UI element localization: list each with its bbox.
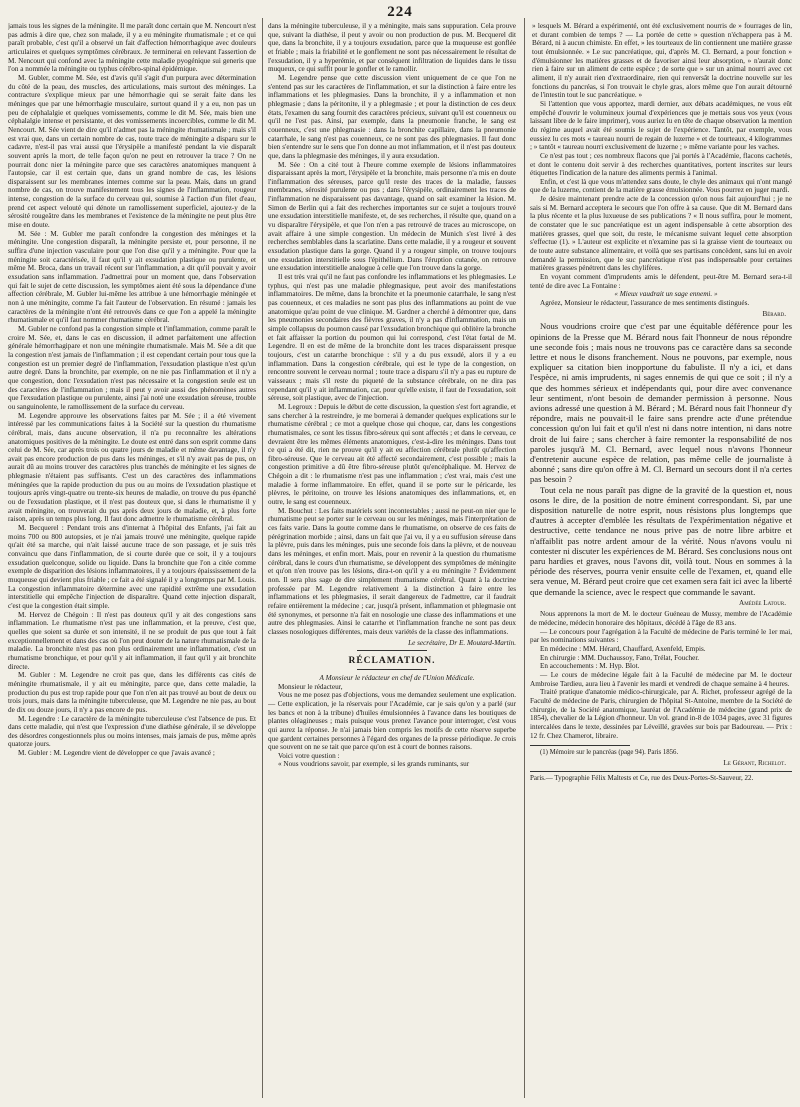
paragraph: M. Sée : On a cité tout à l'heure comme exemple de lésions inflammatoires disparaissant après la mort, l'érysipèle et la bronchite, mais personne n'a mis en doute l'inflammation des séreuses, parce qu'il reste des traces de la maladie, fausses membranes, sérosité purulente ou pus ; dans l'érysipèle, ordinairement les traces de l'inflammation ne disparaissent pas davantage, quand on sait examiner la lésion. M. Simon de Berlin qui a fait des recherches importantes sur ce sujet a toujours trouvé une exsudation interstitielle manifeste, et, de ses recherches, il résulte que, quand on a vu disparaître l'érysipèle, et que l'on n'en a pas retrouvé de traces au microscope, on avait affaire à une simple congestion. Un médecin de Munich s'est livré à des recherches semblables dans la scarlatine. Dans cette maladie, il y a rougeur et souvent exsudation plastique dans la gorge. Quand il y a rougeur simple, on trouve toujours une exsudation interstitielle sous l'épithélium. Dans l'éruption cutanée, on retrouve une exsudation interstitielle analogue à celle que l'on trouve dans la gorge. <box>268 160 516 273</box>
paragraph: jamais tous les signes de la méningite. Il me paraît donc certain que M. Nencourt n'est pas admis à dire que, chez son malade, il y a eu méningite rhumatismale ; et ce qui paraît probable, c'est qu'il a observé un fait d'affection hémorrhagique avec douleurs articulaires et quelques symptômes cérébraux. Je terminerai en relevant l'assertion de M. Nencourt qui confond avec la méningite cette maladie pyogénique sui generis que l'on a nommée la méningite ou typhus cérébro-spinal épidémique. <box>8 22 256 74</box>
paragraph: M. Legendre approuve les observations faites par M. Sée ; il a été vivement intéressé par les communications faites à la Société sur la question du rhumatisme cérébral, mais, dans aucune observation, il n'a pu reconnaître les altérations anatomiques positives de la méningite. Le doute est entré dans son esprit comme dans celui de M. Sée, car après trois ou quatre jours de maladie et même davantage, il n'y avait pas encore production de pus dans les méninges, et s'il n'y avait pas de pus, on aurait dû au moins trouver des caractères plus tranchés de méningite et les signes de phlegmasie n'étaient pas suffisants. C'est un des caractères des inflammations méningées que la rapide production du pus ou au moins de l'exsudation plastique et toujours après vingt-quatre ou trente-six heures de maladie, on trouve du pus épanché ou de l'exsudation plastique, et il n'est pas douteux que, si dans le rhumatisme il y avait méningite, on trouverait du pus après deux jours de maladie, et, à plus forte raison, après un temps plus long. Il faut donc admettre le rhumatisme cérébral. <box>8 411 256 524</box>
news-item: En médecine : MM. Hérard, Chauffard, Axenfeld, Empis. <box>540 645 706 654</box>
letter-address: A Monsieur le rédacteur en chef de l'Union Médicale. <box>319 673 475 682</box>
paragraph: Tout cela ne nous paraît pas digne de la gravité de la question et, nous osons le dire, de la position de notre éminent correspondant. Si, par une disposition naturelle de notre esprit, nous résistons plus longtemps que d'autres à accepter d'emblée les résultats de l'expérimentation négative et destructive, cette tendance ne nous prive pas de notre libre arbitre et n'affaiblit pas notre ardent amour de la vérité. Nous n'avons voulu ni contester ni discuter les expériences de M. Bérard. Ses conclusions nous ont paru hardies et graves, nous l'avons dit, voilà tout. Nous en sommes à la période des réserves, pourra venir ensuite celle de l'examen, et, quand elle sera venue, M. Bérard peut croire que cet examen sera fait ici avec la liberté que demande la science, avec le respect que commande le savant. <box>530 484 792 597</box>
section-divider <box>357 650 427 651</box>
paragraph: Je désire maintenant prendre acte de la concession qu'on nous fait aujourd'hui ; je ne sais si M. Bernard acceptera le secours que l'on offre à sa cause. Que dit M. Bernard dans la plus récente et la plus luxueuse de ses publications ? « Il nous suffira, pour le moment, de constater que le suc pancréatique est un agent indispensable à cette absorption des matières grasses, quel que soit, du reste, le mécanisme suivant lequel cette absorption s'effectue (1). » L'auteur est explicite et n'examine pas si la graisse vient de tourteaux ou de toute autre substance alimentaire, et voilà que ses partisans concèdent, sans lui en avoir demandé la permission, que le suc pancréatique n'est pas indispensable pour certaines matières grasses pénétrent dans les chylifères. <box>530 195 792 273</box>
paragraph: M. Becquerel : Pendant trois ans d'internat à l'hôpital des Enfants, j'ai fait au moins 700 ou 800 autopsies, et je n'ai jamais trouvé une méningite, quelque rapide qu'ait été sa marche, qui n'ait laissé aucune trace de son passage, et je suis très convaincu que dans l'inflammation, de si courte durée que ce soit, il y a toujours exsudation quelconque, solide ou liquide. Dans la bronchite que l'on a citée comme exemple de disparition des lésions inflammatoires, il y a toujours épaississement de la muqueuse qui devient plus friable ; ce fait a été signalé il y a longtemps par M. Louis. La congestion inflammatoire détermine avec une rapidité extrême une exsudation interstitielle qui empêche l'injection de disparaître. Quand cette injection disparaît, c'est que la congestion était simple. <box>8 524 256 610</box>
reclamation-title: RÉCLAMATION. <box>348 656 436 667</box>
berard-signature: Bérard. <box>762 309 786 318</box>
secretary-signature: Le secrétaire, Dr E. Moutard-Martin. <box>408 638 516 647</box>
footer-divider <box>530 771 792 772</box>
paragraph: M. Hervez de Chégoin : Il n'est pas douteux qu'il y ait des congestions sans inflammation. Le rhumatisme n'est pas une inflammation, et la preuve, c'est que, quelles que soient sa durée et son intensité, il ne se produit de pus que tout à fait exceptionnellement et dans des cas où l'on peut douter de la nature rhumatismale de la maladie. La bronchite n'est pas non plus ordinairement une inflammation, c'est un rhumatisme bronchique, et pour qu'il y ait inflammation, il faut qu'il y ait bronchite directe. <box>8 610 256 671</box>
paragraph: » lesquels M. Bérard a expérimenté, ont été exclusivement nourris de » fourrages de lin, et durant combien de temps ? — La portée de cette » question n'échappera pas à M. Bérard, ni à aucun chimiste. En effet, » les tourteaux de lin contiennent une matière grasse tout émulsionnée. » Le suc pancréatique, qui, d'après M. Cl. Bernard, a pour fonction » d'émulsionner les matières grasses et de favoriser ainsi leur absorption, » n'aurait donc rien à faire sur un aliment de cette espèce ; de sorte que » sur un animal nourri avec cet aliment, il n'y aurait rien d'extraordinaire, rien qui renversât la doctrine nouvelle sur les fonctions du pancréas, si l'on trouvait le chyle gras, alors même que l'on aurait détourné de l'intestin tout le suc pancréatique. » <box>532 22 792 100</box>
paragraph: M. Gubler, comme M. Sée, est d'avis qu'il s'agit d'un purpura avec détermination du côté de la peau, des muscles, des articulations, mais surtout des méninges. La contracture s'explique mieux par une hémorrhagie qui se serait faite dans les méninges que par une hémorrhagie musculaire, surtout quand il y a eu, non pas un peu de céphalalgie et quelques vomissements, comme le dit M. Sée, mais bien une céphalalgie intense et persistante, et des vomissements incoercibles, comme le dit M. Nencourt. M. Sée vient de dire qu'il n'admet pas la méningite rhumatismale ; mais s'il est vrai que, dans un certain nombre de cas, toute trace de méningite a disparu sur le cadavre, n'est-il pas vrai aussi que l'érysipèle a manifesté pendant la vie disparaît souvent après la mort, de telle façon qu'on ne peut en retrouver la trace ? On ne pourrait donc nier la méningite parce que ses caractères anatomiques manquent à l'autopsie, car il est certain que, dans un grand nombre de cas, les lésions disparaissent sur les membranes internes comme sur la peau. Mais, dans un grand nombre de cas, on trouve manifestement tous les signes de l'inflammation, rougeur intense, congestion de la surface du cerveau qui, soumise à l'action d'un filet d'eau, prend cet aspect velouté qui dénote un ramollissement superficiel, ajoutez-y de la sérosité rougeâtre dans les membranes et l'existence de la méningite ne peut plus être mise en doute. <box>8 73 256 230</box>
paragraph: M. Legendre pense que cette discussion vient uniquement de ce que l'on ne s'entend pas sur les caractères de l'inflammation, et sur la distinction à faire entre les inflammations et les phlegmasies. Dans la bronchite, il y a inflammation et non phlegmasie ; dans la péritonite, il y a phlegmasie ; et pour la distinction de ces deux états, l'examen du sang fournit des caractères précieux, suivant qu'il est couenneux ou qu'il ne l'est pas. Ainsi, par exemple, dans la pneumonie franche, le sang est couenneux, c'est une phlegmasie : dans la bronchite capillaire, dans la pneumonie catarrhale, le sang n'est pas couenneux, ce ne sont pas des phlegmasies. Il faut donc bien s'entendre sur le sens que l'on donne au mot inflammation, et il n'est pas douteux que, dans la phlegmasie des méninges, il y aura exsudation. <box>268 73 516 160</box>
news-item: En chirurgie : MM. Duchaussoy, Fano, Trélat, Foucher. <box>540 653 700 662</box>
news-item: — Le cours de médecine légale fait à la Faculté de médecine par M. le docteur Ambroise Tardieu, aura lieu à l'avenir les mardi et vendredi de chaque semaine à 4 heures. <box>530 671 792 688</box>
gerant-signature: Le Gérant, Richelot. <box>723 759 786 768</box>
paragraph: Agréez, Monsieur le rédacteur, l'assurance de mes sentiments distingués. <box>540 299 750 307</box>
printer-imprint: Paris.— Typographie Félix Maltests et Ce, rue des Deux-Portes-St-Sauveur, 22. <box>530 773 754 782</box>
paragraph: Voici votre question : <box>278 751 340 760</box>
paragraph: dans la méningite tuberculeuse, il y a méningite, mais sans suppuration. Cela prouve que, suivant la diathèse, il peut y avoir ou non production de pus. M. Becquerel dit que, dans la bronchite, il y a toujours exsudation, parce que la muqueuse est gonflée et friable ; mais la friabilité et le gonflement ne sont pas nécessairement le résultat de l'exsudation, il y a hyperémie, et par conséquent infiltration de liquides dans le tissu muqueux, ce qui suffit pour le gonfler et le ramollir. <box>268 22 516 74</box>
column-divider <box>524 18 525 1098</box>
editor-response <box>530 321 792 596</box>
paragraph: Il est très vrai qu'il ne faut pas confondre les inflammations et les phlegmasies. Le typhus, qui n'est pas une maladie phlegmasique, peut avoir des manifestations inflammatoires. De même, dans la bronchite et la pneumonie catarrhale, le sang n'est pas couenneux, et ces maladies ne sont pas plus des inflammations au point de vue anatomique qu'au point de vue clinique. M. Gardner a cherché à démontrer que, dans les pneumonies secondaires des fièvres graves, il n'y a pas d'inflammation, mais un simple collapsus du poumon causé par l'exsudation bronchique qui oblitère la bronche et fait affaisser la portion du poumon qui lui correspond, c'est l'état fœtal de M. Legendre. Il en est de même de la bronchite dont les traces disparaissent presque toujours, c'est un catarrhe bronchique : s'il y a du pus exsudé, alors il y a eu inflammation. Dans la congestion cérébrale, qui est le type de la congestion, on rencontre souvent le cerveau normal ; toute trace a disparu s'il n'y a pas eu rupture de vaisseaux ; mais s'il reste du piqueté de la substance cérébrale, on ne dira pas cependant qu'il y ait inflammation, car, pour qu'elle existe, il faut de l'exsudation, soit séreuse, soit plastique, avec de l'injection. <box>268 273 516 403</box>
paragraph: M. Gubler : M. Legendre ne croit pas que, dans les différents cas cités de méningite rhumatismale, il y ait eu méningite, parce que, dans cette maladie, la production du pus est trop rapide pour que l'on n'en ait pas trouvé au bout de deux ou trois jours, mais dans la méningite tuberculeuse, que M. Legendre ne nie pas, au bout de dix ou douze jours, il n'y a pas encore de pus. <box>8 671 256 714</box>
paragraph: M. Bouchut : Les faits matériels sont incontestables ; aussi ne peut-on nier que le rhumatisme peut se porter sur le cerveau ou sur les méninges, mais l'interprétation de ces faits varie. Dans la goutte comme dans le rhumatisme, on observe de ces faits de pérégrination morbide ; ainsi, dans un fait que j'ai vu, il y a eu suffusion séreuse dans la plèvre, puis dans les méninges, puis une seconde fois dans la plèvre, et de nouveau dans les méninges, et enfin mort. Mais, pour en revenir à la question du rhumatisme cérébral, dans le cours d'un rhumatisme, se développent des symptômes de méningite et qu'on n'en trouve pas les lésions, dira-t-on qu'il y a eu méningite ? Évidemment non. Il sera plus sage de dire simplement rhumatisme cérébral. Quant à la doctrine professée par M. Legendre relativement à la distinction à faire entre les inflammations et les phlegmasies, il serait dangereux de l'admettre, car il faudrait refaire entièrement la médecine ; car, jusqu'à présent, inflammation et phlegmasie ont été synonymes, et personne n'a fait en nosologie une classe des inflammations et une autre des phlegmasies. Ainsi le catarrhe et l'inflammation franche ne sont pas deux classes nosologiques différentes, mais deux variétés de la classe des inflammations. <box>268 506 516 636</box>
news-item: En accouchements : M. Hyp. Blot. <box>540 662 640 671</box>
page-number: 224 <box>387 4 413 20</box>
paragraph: Vous ne me posez pas d'objections, vous me demandez seulement une explication. — Cette explication, je la réservais pour l'Académie, car je sais qu'on y a parlé (sur les bancs et non à la tribune) d'huiles émulsionnées à l'avance dans les boutiques de plantes oléagineuses ; mais puisque vous prenez l'avance pour interroger, c'est vous qui aurez la réponse. Je n'ai jamais bien compris les motifs de cette réserve superbe que gardent certaines personnes à l'égard des organes de la presse périodique. Je crois que souvent on ne se tait que parce qu'on est à court de bonnes raisons. <box>268 691 516 752</box>
paragraph: M. Legendre : Le caractère de la méningite tuberculeuse c'est l'absence de pus. Et dans cette maladie, qui n'est que l'expression d'une diathèse générale, il se développe des désordres congestionnels plus ou moins intenses, mais jamais de pus, même après quatorze jours. <box>8 714 256 749</box>
footnote: (1) Mémoire sur le pancréas (page 94). Paris 1856. <box>540 749 679 757</box>
letter-salutation: Monsieur le rédacteur, <box>278 682 343 691</box>
column-divider <box>262 18 263 1098</box>
paragraph: Nous voudrions croire que c'est par une équitable déférence pour les opinions de la Presse que M. Bérard nous fait l'honneur de nous répondre une seconde fois ; mais nous ne trouvons pas ce caractère dans sa seconde lettre et nous le disons franchement. Nous ne pouvons, par exemple, nous expliquer sa citation bien inopportune du fabuliste. Il n'y a ici, et dans l'espèce, ni amis imprudents, ni sages ennemis de qui que ce soit ; il n'y a que des hommes sérieux et indépendants qui, pour dire avec convenance leur sentiment, n'ont besoin de demander permission à personne. Nous avions adressé une question à M. Bérard ; M. Bérard nous fait l'honneur d'y répondre, mais ne pouvait-il le faire sans prendre acte d'une prétendue concession qu'on lui fait et qu'il n'est ni dans notre intention, ni dans notre droit de lui faire ; sans chercher à faire remonter la responsabilité de nos paroles jusqu'à M. Cl. Bernard, avec lequel nous n'avons l'honneur d'entretenir aucune espèce de relation, pas même celle de journaliste à abonné ; sans dire qu'on offre à M. Cl. Bernard un secours dont il n'a certes pas besoin ? <box>530 321 792 485</box>
column-right <box>530 22 792 1102</box>
column-middle <box>268 22 516 1102</box>
paragraph: M. Gubler : M. Legendre vient de développer ce que j'avais avancé ; <box>18 749 215 758</box>
book-notice: Traité pratique d'anatomie médico-chirurgicale, par A. Richet, professeur agrégé de la Faculté de médecine de Paris, chirurgien de l'hôpital St-Antoine, membre de la Société de chirurgie, de la Société anatomique, lauréat de l'Académie de médecine (grand prix de 1854), chevalier de la Légion d'honneur. Un vol. grand in-8 de 1034 pages, avec 31 figures intercalées dans le texte, dessinées par Léveillé, gravées sur bois par Badoureau. — Prix : 12 fr. Chez Chamerot, libraire. <box>530 688 792 740</box>
column-left <box>8 22 256 1102</box>
paragraph: M. Sée : M. Gubler me paraît confondre la congestion des méninges et la méningite. Une congestion disparaît, la méningite persiste et, pour personne, il ne suffira d'une injection vasculaire pour que l'on dise qu'il y a méningite. Pour que la méningite soit caractérisée, il faut qu'il y ait exsudation plastique ou purulente, et même M. Broca, dans un travail récent sur l'inflammation, a dit qu'il pouvait y avoir exsudation sans inflammation. J'admettrai pour un moment que, dans l'observation qui fait le sujet de cette discussion, les symptômes aient été sous la dépendance d'une affection cérébrale, M. Gubler lui-même les attribue à une hémorrhagie méningée et non à une méningite, comme l'a fait l'auteur de l'observation. En résumé : jamais les caractères de la méningite n'ont été retrouvés dans ce que l'on a appelé la méningite rhumatismale et qu'il faut nommer rhumatisme cérébral. <box>8 229 256 325</box>
latour-signature: Amédée Latour. <box>739 598 786 607</box>
paragraph: Ce n'est pas tout ; ces nombreux flacons que j'ai portés à l'Académie, flacons cachetés, et dont le contenu doit servir à des recherches quantitatives, portent inscrites sur leurs étiquettes l'indication de la nature des aliments permis à l'animal. <box>530 151 792 178</box>
section-divider <box>357 669 427 670</box>
paragraph: En voyant comment d'imprudents amis le défendent, peut-être M. Bernard sera-t-il tenté de dire avec La Fontaine : <box>530 273 792 290</box>
paragraph: Si l'attention que vous apportez, mardi dernier, aux débats académiques, ne vous eût empêché d'ouvrir le volumineux journal d'expériences que je mettais sous vos yeux (vous laissant libre de le faire imprimer), vous auriez lu en tête de chaque observation la mention du régime auquel avait été soumis le sujet de l'expérience. Tantôt, par exemple, vous eussiez lu ces mots « taureau nourri de regain de luzerne » et de tourteaux, 4 kilogrammes ; » tantôt « taureau nourri exclusivement de luzerne ; » même variante pour les vaches. <box>530 99 792 152</box>
paragraph: M. Legroux : Depuis le début de cette discussion, la question s'est fort agrandie, et sans chercher à la restreindre, je me bornerai à demander quelques explications sur le rhumatisme cérébral ; ce mot a quelque chose qui choque, car, dans les congestions rhumatismales, ce sont les tissus fibro-séreux qui sont affectés ; et dans le cerveau, ce devraient être les mêmes éléments anatomiques, c'est-à-dire les méninges. Dans tout ce qui a été dit, rien ne prouve qu'il y ait eu affection cérébrale plutôt qu'affection fibro-séreuse. Que le cerveau ait été affecté secondairement, c'est possible ; mais la congestion primitive a dû être fibro-séreuse plutôt qu'encéphalique. M. Hervez de Chégoin a dit : le rhumatisme n'est pas une inflammation ; c'est vrai, mais c'est une maladie à forme inflammatoire. En effet, quand il se porte sur le péricarde, les plèvres, le péritoine, on trouve les lésions anatomiques des inflammations, et, en outre, le sang est couenneux. <box>268 402 516 507</box>
paragraph: « Nous voudrions savoir, par exemple, si les grands ruminants, sur <box>278 760 470 769</box>
news-item: — Le concours pour l'agrégation à la Faculté de médecine de Paris terminé le 1er mai, par les nominations suivantes : <box>530 627 792 645</box>
paragraph: M. Gubler ne confond pas la congestion simple et l'inflammation, comme paraît le croire M. Sée, et, dans le cas en discussion, il admet parfaitement une affection générale hémorrhagipare et non une méningite rhumatismale. Mais M. Sée a dit que la congestion n'est jamais de l'inflammation ; il est cependant certain pour tous que la congestion est un premier degré de l'inflammation, l'exsudation plastique n'est qu'un autre degré. Dans la bronchite, par exemple, on ne nie pas l'inflammation et il n'y a que congestion, donc l'exsudation n'est pas nécessaire et la congestion seule est un des caractères de l'inflammation ; mais il peut y avoir aussi des phénomènes autres que l'exsudation plastique ou purulente, ainsi j'ai noté une exsudation séreuse, trouble ou sanguinolente, le ramollissement de la surface du cerveau. <box>8 324 256 411</box>
footnote-divider <box>530 745 630 746</box>
news-item: Nous apprenons la mort de M. le docteur Guéneau de Mussy, membre de l'Académie de médecine, médecin honoraire des hôpitaux, décédé à l'âge de 83 ans. <box>530 610 792 628</box>
fable-quote: « Mieux vaudrait un sage ennemi. » <box>614 290 718 299</box>
paragraph: Enfin, et c'est là que vous m'attendez sans doute, le chyle des animaux qui n'ont mangé que de la luzerne, contient de la matière grasse émulsionnée. Vous pourrez en juger mardi. <box>530 177 792 195</box>
